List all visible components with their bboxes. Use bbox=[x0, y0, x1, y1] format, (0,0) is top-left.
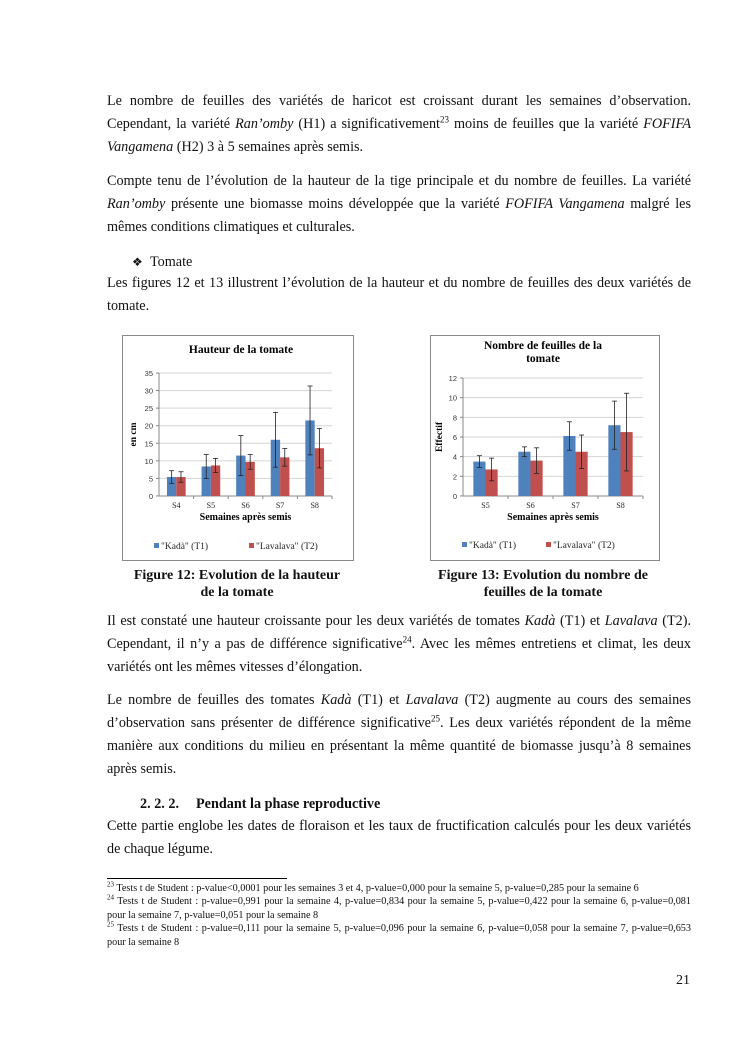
y-axis-label: en cm bbox=[129, 422, 139, 447]
caption-line: Figure 13: Evolution du nombre de bbox=[438, 568, 648, 583]
chart-title: tomate bbox=[526, 353, 560, 365]
footnote-ref-23[interactable]: 23 bbox=[440, 114, 449, 125]
footnote-23 bbox=[107, 882, 691, 895]
text-run: Il est constaté une hauteur croissante pour les deux variétés de tomates bbox=[107, 613, 525, 629]
legend-swatch-t2 bbox=[546, 542, 551, 547]
y-tick-label: 4 bbox=[452, 452, 457, 462]
x-tick-label: S8 bbox=[310, 501, 319, 510]
section-title: Pendant la phase reproductive bbox=[196, 796, 381, 812]
footnote-24 bbox=[107, 895, 691, 922]
text-run: (H2) 3 à 5 semaines après semis. bbox=[173, 139, 364, 155]
x-tick-label: S5 bbox=[481, 501, 490, 510]
bullet-tomate bbox=[132, 253, 192, 271]
text-run: moins de feuilles que la variété bbox=[449, 116, 644, 132]
variety-name: FOFIFA Vangamena bbox=[505, 196, 625, 212]
text-run: (T2). Cependant, il n’y a pas de différence significative bbox=[107, 613, 691, 652]
footnotes bbox=[107, 882, 691, 949]
caption-line: de la tomate bbox=[200, 585, 274, 600]
x-tick-label: S7 bbox=[571, 501, 580, 510]
y-tick-label: 5 bbox=[148, 474, 153, 484]
paragraph-figures-intro: Les figures 12 et 13 illustrent l’évolution de la hauteur et du nombre de feuilles des deux variétés de tomate. bbox=[107, 275, 691, 314]
footnote-25 bbox=[107, 922, 691, 949]
footnote-ref-24[interactable]: 24 bbox=[402, 634, 412, 645]
caption-line: Figure 12: Evolution de la hauteur bbox=[133, 568, 341, 583]
y-tick-label: 15 bbox=[144, 439, 153, 449]
text-run: Le nombre de feuilles des tomates bbox=[107, 692, 321, 708]
y-tick-label: 10 bbox=[448, 393, 457, 403]
text-run: (T1) et bbox=[555, 613, 605, 629]
y-tick-label: 6 bbox=[452, 433, 457, 442]
variety-name: Lavalava bbox=[604, 613, 658, 629]
footnote-text: Tests t de Student : p-value<0,0001 pour les semaines 3 et 4, p-value=0,000 pour la semaine 5, p-value=0,285 pour la semaine 6 bbox=[114, 883, 639, 894]
diamond-bullet-icon: ❖ bbox=[132, 255, 143, 269]
bullet-label: Tomate bbox=[150, 254, 193, 270]
legend-swatch-t2 bbox=[249, 543, 254, 548]
paragraph-haricot-feuilles bbox=[107, 90, 691, 159]
legend-label: "Kadà" (T1) bbox=[161, 542, 209, 552]
section-number: 2. 2. 2. bbox=[140, 796, 180, 812]
text-run: malgré les mêmes conditions climatiques et culturales. bbox=[107, 196, 691, 235]
variety-name: Kadà bbox=[320, 692, 352, 708]
legend-swatch-t1 bbox=[462, 542, 467, 547]
paragraph-hauteur-tomate bbox=[107, 610, 691, 679]
figure-12-caption bbox=[112, 567, 362, 601]
text-run: présente une biomasse moins développée que la variété bbox=[165, 196, 506, 212]
x-tick-label: S7 bbox=[275, 501, 285, 510]
x-axis-label: Semaines après semis bbox=[507, 512, 599, 523]
chart-feuilles-tomate bbox=[430, 335, 660, 561]
paragraph-haricot-biomasse bbox=[107, 170, 691, 239]
y-tick-label: 35 bbox=[144, 369, 153, 378]
variety-name: Ran’omby bbox=[235, 116, 294, 132]
x-tick-label: S8 bbox=[616, 501, 625, 510]
figure-13-caption bbox=[418, 567, 668, 601]
caption-line: feuilles de la tomate bbox=[483, 585, 603, 600]
y-tick-label: 0 bbox=[148, 492, 153, 501]
footnote-number: 25 bbox=[107, 920, 114, 929]
x-tick-label: S6 bbox=[526, 501, 535, 510]
footnote-text: Tests t de Student : p-value=0,111 pour la semaine 5, p-value=0,096 pour la semaine 6, p-value=0,058 pour la semaine 7, p-value=0,653 pour la semaine 8 bbox=[107, 923, 691, 948]
footnote-separator bbox=[107, 878, 287, 879]
y-tick-label: 2 bbox=[452, 472, 457, 482]
section-heading bbox=[140, 795, 380, 813]
legend-label: "Lavalava" (T2) bbox=[256, 542, 318, 552]
y-tick-label: 12 bbox=[448, 374, 457, 383]
text-run: . Avec les mêmes entretiens et climat, les deux variétés ont les mêmes vitesses d’élongation. bbox=[107, 636, 691, 675]
legend-swatch-t1 bbox=[154, 543, 159, 548]
y-tick-label: 25 bbox=[144, 404, 153, 414]
y-axis-label: Effectif bbox=[435, 421, 445, 453]
text-run: (T1) et bbox=[351, 692, 406, 708]
page-number: 21 bbox=[676, 973, 690, 988]
variety-name: Lavalava bbox=[405, 692, 459, 708]
chart-title: Nombre de feuilles de la bbox=[484, 340, 602, 352]
footnote-text: Tests t de Student : p-value=0,991 pour la semaine 4, p-value=0,834 pour la semaine 5, p-value=0,422 pour la semaine 6, p-value=0,081 pour la semaine 7, p-value=0,051 pour la semaine 8 bbox=[107, 896, 691, 921]
chart-hauteur-svg bbox=[123, 336, 353, 560]
paragraph-phase-reproductive: Cette partie englobe les dates de floraison et les taux de fructification calculés pour les deux variétés de chaque légume. bbox=[107, 818, 691, 857]
footnote-number: 24 bbox=[107, 894, 114, 903]
variety-name: FOFIFA Vangamena bbox=[107, 116, 691, 155]
text-run: (H1) a significativement bbox=[293, 116, 440, 132]
variety-name: Kadà bbox=[524, 613, 556, 629]
y-tick-label: 8 bbox=[452, 413, 457, 423]
y-tick-label: 0 bbox=[452, 492, 457, 501]
x-tick-label: S5 bbox=[206, 501, 216, 510]
footnote-ref-25[interactable]: 25 bbox=[430, 713, 440, 724]
chart-hauteur-tomate bbox=[122, 335, 354, 561]
x-tick-label: S6 bbox=[241, 501, 250, 510]
footnote-number: 23 bbox=[107, 880, 114, 889]
y-tick-label: 20 bbox=[144, 421, 153, 431]
chart-title: Hauteur de la tomate bbox=[188, 344, 294, 356]
legend-label: "Kadà" (T1) bbox=[469, 541, 517, 551]
paragraph-feuilles-tomate bbox=[107, 689, 691, 781]
y-tick-label: 10 bbox=[144, 456, 153, 466]
bar-t1 bbox=[518, 452, 530, 496]
text-run: (T2) augmente au cours des semaines d’observation sans présenter de différence significative bbox=[107, 692, 692, 731]
text-run: Le nombre de feuilles des variétés de haricot est croissant durant les semaines d’observation. Cependant, la variété bbox=[107, 93, 691, 132]
x-tick-label: S4 bbox=[172, 501, 181, 510]
text-run: Compte tenu de l’évolution de la hauteur de la tige principale et du nombre de feuilles. La variété bbox=[107, 173, 691, 189]
chart-feuilles-svg bbox=[431, 336, 659, 560]
text-run: . Les deux variétés répondent de la même manière aux conditions du milieu en présentant la même quantité de biomasse jusqu’à 8 semaines après semis. bbox=[107, 715, 692, 777]
legend-label: "Lavalava" (T2) bbox=[553, 541, 615, 551]
variety-name: Ran’omby bbox=[107, 196, 166, 212]
x-axis-label: Semaines après semis bbox=[199, 512, 292, 523]
y-tick-label: 30 bbox=[144, 386, 153, 396]
